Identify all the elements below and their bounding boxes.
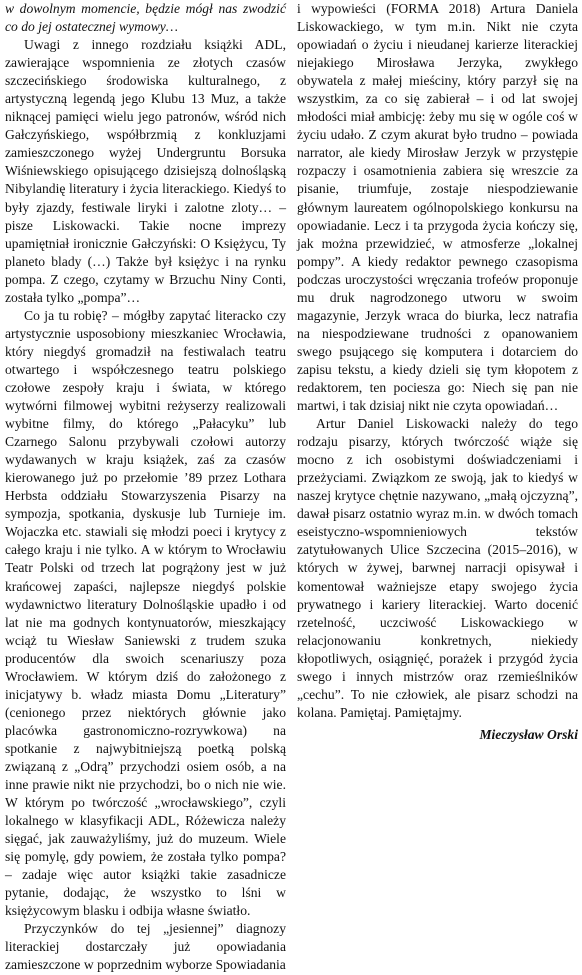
paragraph-4-continued: i wypowieści (FORMA 2018) Artura Daniela Liskowackiego, w tym m.in. Nikt nie czyta opowiadań o życiu i nieudanej karierze literackiej niejakiego Mirosława Jerzyka, zwykłego obywatela z małej mieściny, który parzył się na wszystkim, za co się zabierał – i od lat swojej młodości miał ambicję: żeby mu się w ogóle coś w życiu udało. Z czym akurat było trudno – powiada narrator, ale kiedy Mirosław Jerzyk w przystępie rozpaczy i osamotnienia zabiera się wreszcie za pisanie, triumfuje, zostaje niespodziewanie głównym laureatem ogólnopolskiego konkursu na opowiadanie. Lecz i ta przygoda życia kończy się, jak można przewidzieć, w atmosferze „lokalnej pompy”. A kiedy redaktor pewnego czasopisma podczas uroczystości wręczania trofeów proponuje mu druk nagrodzonego utworu w swoim magazynie, Jerzyk wraca do biurka, lecz natrafia na niespodziewane trudności z opanowaniem swego psującego się komputera i dotarciem do zapisu tekstu, a kiedy dzieli się tym kłopotem z redaktorem, ten pociesza go: Niech się pan nie martwi, i tak dzisiaj nikt nie czyta opowiadań… [297,1,578,414]
paragraph-4: Przyczynków do tej „jesiennej” diagnozy literackiej dostarczały już opowiadania zamieszczone w poprzednim wyborze Spowiadania [5,921,286,973]
left-column [5,0,286,973]
right-column [297,0,578,900]
paragraph-3: Co ja tu robię? – mógłby zapytać literacko czy artystycznie usposobiony mieszkaniec Wrocławia, który niegdyś gromadził na festiwalach teatru otwartego i współczesnego teatru polskiego czołowe zespoły kraju i świata, w którego wytwórni filmowej wybitni reżyserzy realizowali wybitne filmy, do którego „Pałacyku” lub Czarnego Salonu przybywali czołowi autorzy wydawanych w kraju książek, zaś za czasów kierowanego już po przełomie ’89 przez Lothara Herbsta oddziału Stowarzyszenia Pisarzy na sympozja, spotkania, dyskusje lub Turnieje im. Wojaczka etc. stawiali się młodzi poeci i krytycy z całego kraju i nie tylko. A w którym to Wrocławiu Teatr Polski od trzech lat pogrążony jest w już krańcowej zapaści, najlepsze niegdyś polskie wydawnictwo literatury Dolnośląskie upadło i od lat nie ma godnych kontynuatorów, mieszkający wciąż tu Wiesław Saniewski z trudem szuka producentów dla swoich scenariuszy poza Wrocławiem. W którym dziś do założonego z inicjatywy b. władz miasta Domu „Literatury” (cenionego przez niektórych głównie jako placówka gastronomiczno-rozrywkowa) na spotkanie z najwybitniejszą poetką polską związaną z „Odrą” przychodzi osiem osób, a na inne prawie nikt nie przychodzi, bo o nich nie wie. W którym po twórczość „wrocławskiego”, czyli lokalnego w klasyfikacji ADL, Różewicza należy sięgać, jak zauważyliśmy, już do muzeum. Wiele się pomylę, gdy powiem, że została tylko pompa? – zadaje więc autor książki takie zasadnicze pytanie, dodając, że wszystko to lśni w księżycowym blasku i odbija własne światło. [5,307,286,919]
author-signature: Mieczysław Orski [479,726,578,742]
paragraph-1-continued: w dowolnym momencie, będzie mógł nas zwodzić co do jej ostatecznej wymowy… [5,1,286,35]
paragraph-5: Artur Daniel Liskowacki należy do tego rodzaju pisarzy, których twórczość wiąże się mocno z ich osobistymi doświadczeniami i przeżyciami. Związkom ze swoją, jak to kiedyś w naszej krytyce chętnie nazywano, „małą ojczyzną”, dawał pisarz ostatnio wyraz m.in. w dwóch tomach eseistyczno-wspomnieniowych tekstów zatytułowanych Ulice Szczecina (2015–2016), w których w żywej, barwnej narracji opisywał i komentował ważniejsze etapy swojego życia prywatnego i kariery literackiej. Warto docenić rzetelność, uczciwość Liskowackiego w relacjonowaniu konkretnych, niekiedy kłopotliwych, osiągnięć, porażek i przygód życia swego i innych mistrzów oraz rzemieślników „cechu”. To nie człowiek, ale pisarz schodzi na kolana. Pamiętaj. Pamiętajmy. [297,416,578,720]
paragraph-2: Uwagi z innego rozdziału książki ADL, zawierające wspomnienia ze złotych czasów szczecińskiego środowiska kulturalnego, z artystyczną legendą jego Klubu 13 Muz, a także niknącej pamięci wielu jego patronów, wśród nich Gałczyńskiego, współbrzmią z konkluzjami zamieszczonego wyżej Undergruntu Borsuka Wiśniewskiego opisującego dzisiejszą dolnośląską Nibylandię literatury i życia literackiego. Kiedyś to były zjazdy, festiwale liryki i zalotne zloty… – pisze Liskowacki. Takie nocne imprezy upamiętniał ironicznie Gałczyński: O Księżycu, Ty planeto blady (…) Także był księżyc i na rynku pompa. Z czego, czytamy w Brzuchu Niny Conti, została tylko „pompa”… [5,37,286,305]
